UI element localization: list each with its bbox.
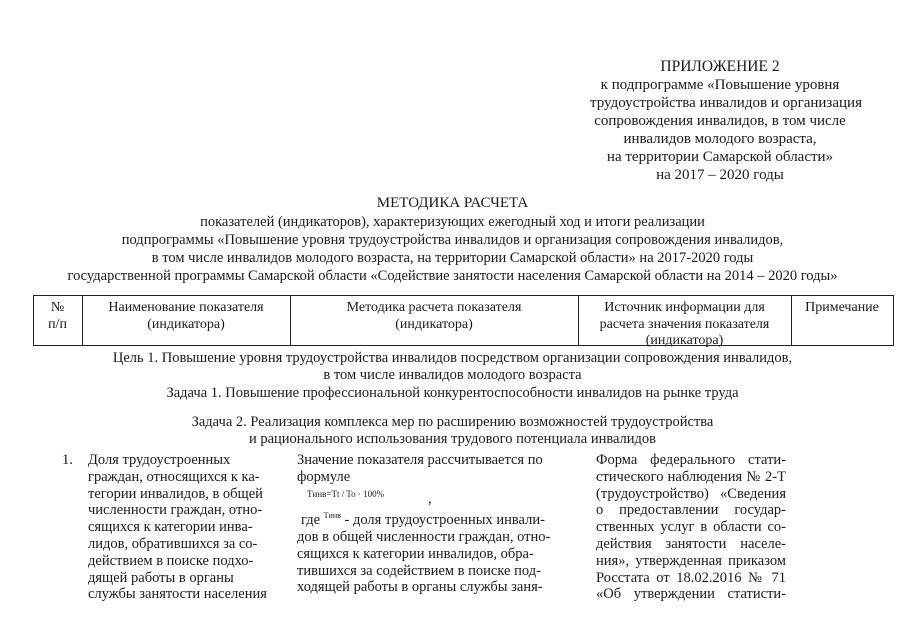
task-1: Задача 1. Повышение профессиональной конкурентоспособности инвалидов на рынке труда [166,385,739,401]
method-where: где $^{Tинв}$ - доля трудоустроенных инвали- [301,511,545,528]
annex-line: трудоустройства инвалидов и организация [590,95,862,111]
annex-line: на 2017 – 2020 годы [656,167,784,183]
heading-line: в том числе инвалидов молодого возраста, на территории Самарской области» на 2017-2020 годы [151,250,754,266]
annex-block [590,58,862,184]
header-num: № п/п [48,300,67,332]
annex-title: ПРИЛОЖЕНИЕ 2 [660,58,780,75]
header-note: Примечание [805,300,879,315]
header-method: Методика расчета показателя (индикатора) [346,300,522,332]
formula: Tинв=Tt / To · 100% [307,489,385,499]
method-text: дов в общей численности граждан, отно- сящихся к категории инвалидов, обра- тившихся за содействием в поиске под- ходящей работы в органы службы заня- [297,529,551,596]
method-intro: Значение показателя рассчитывается по формуле [297,452,543,485]
table-border-top [33,295,894,296]
heading-line: показателей (индикаторов), характеризующих ежегодный ход и итоги реализации [200,214,705,230]
heading-line: государственной программы Самарской области «Содействие занятости населения Самарской области на 2014 – 2020 годы» [67,268,838,284]
header-source: Источник информации для расчета значения показателя (индикатора) [599,300,770,348]
document-title: МЕТОДИКА РАСЧЕТА [376,195,529,211]
where-symbol: Tинв [323,511,341,520]
goal-line: в том числе инвалидов молодого возраста [323,367,582,383]
goal-line: Цель 1. Повышение уровня трудоустройства инвалидов посредством организации сопровождения инвалидов, [112,350,793,366]
info-source: Форма федерального стати- стического наблюдения № 2-Т (трудоустройство) «Сведения о предоставлении государ- ственных услуг в области со- действия занятости населе- ния», утвержденная приказом Росстата от 18.02.2016 № 71 «Об утверждении статисти- [596,452,786,603]
row-number: 1. [62,452,73,468]
task-2-line: Задача 2. Реализация комплекса мер по расширению возможностей трудоустройства [191,414,714,430]
annex-line: к подпрограмме «Повышение уровня [600,77,840,93]
indicator-name: Доля трудоустроенных граждан, относящихся к ка- тегории инвалидов, в общей численности граждан, отно- сящихся к категории инва- лидов, обратившихся за со- действием в поиске подхо- дящей работы в органы службы занятости населения [88,452,267,603]
formula-comma: , [428,491,432,507]
header-name: Наименование показателя (индикатора) [108,300,264,332]
annex-line: инвалидов молодого возраста, [623,131,817,147]
table-border-right [893,295,894,345]
task-2-line: и рационального использования трудового потенциала инвалидов [248,431,657,447]
heading-line: подпрограммы «Повышение уровня трудоустройства инвалидов и организация сопровождения инвалидов, [121,232,784,248]
annex-line: сопровождения инвалидов, в том числе [594,113,846,129]
annex-line: на территории Самарской области» [606,149,834,165]
